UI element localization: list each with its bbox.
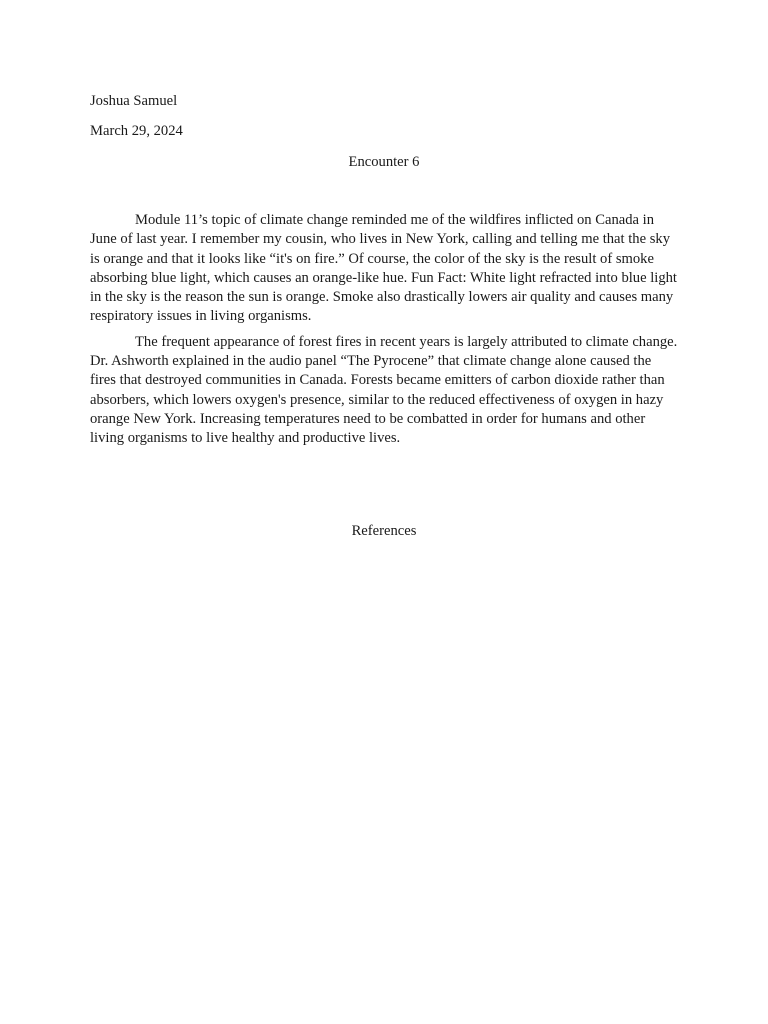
document-title: Encounter 6 bbox=[348, 154, 420, 170]
document-date: March 29, 2024 bbox=[90, 123, 183, 139]
references-heading: References bbox=[351, 523, 417, 539]
body-paragraph-2: The frequent appearance of forest fires in recent years is largely attributed to climate change. Dr. Ashworth explained in the audio panel “The Pyrocene” that climate change alone caused the fires that destroyed communities in Canada. Forests became emitters of carbon dioxide rather than absorbers, which lowers oxygen's presence, similar to the reduced effectiveness of oxygen in hazy orange New York. Increasing temperatures need to be combatted in order for humans and other living organisms to live healthy and productive lives. bbox=[90, 333, 678, 447]
body-paragraph-1: Module 11’s topic of climate change reminded me of the wildfires inflicted on Canada in June of last year. I remember my cousin, who lives in New York, calling and telling me that the sky is orange and that it looks like “it's on fire.” Of course, the color of the sky is the result of smoke absorbing blue light, which causes an orange-like hue. Fun Fact: White light refracted into blue light in the sky is the reason the sun is orange. Smoke also drastically lowers air quality and causes many respiratory issues in living organisms. bbox=[90, 212, 677, 325]
document-body bbox=[90, 211, 678, 455]
author-name: Joshua Samuel bbox=[90, 93, 178, 109]
